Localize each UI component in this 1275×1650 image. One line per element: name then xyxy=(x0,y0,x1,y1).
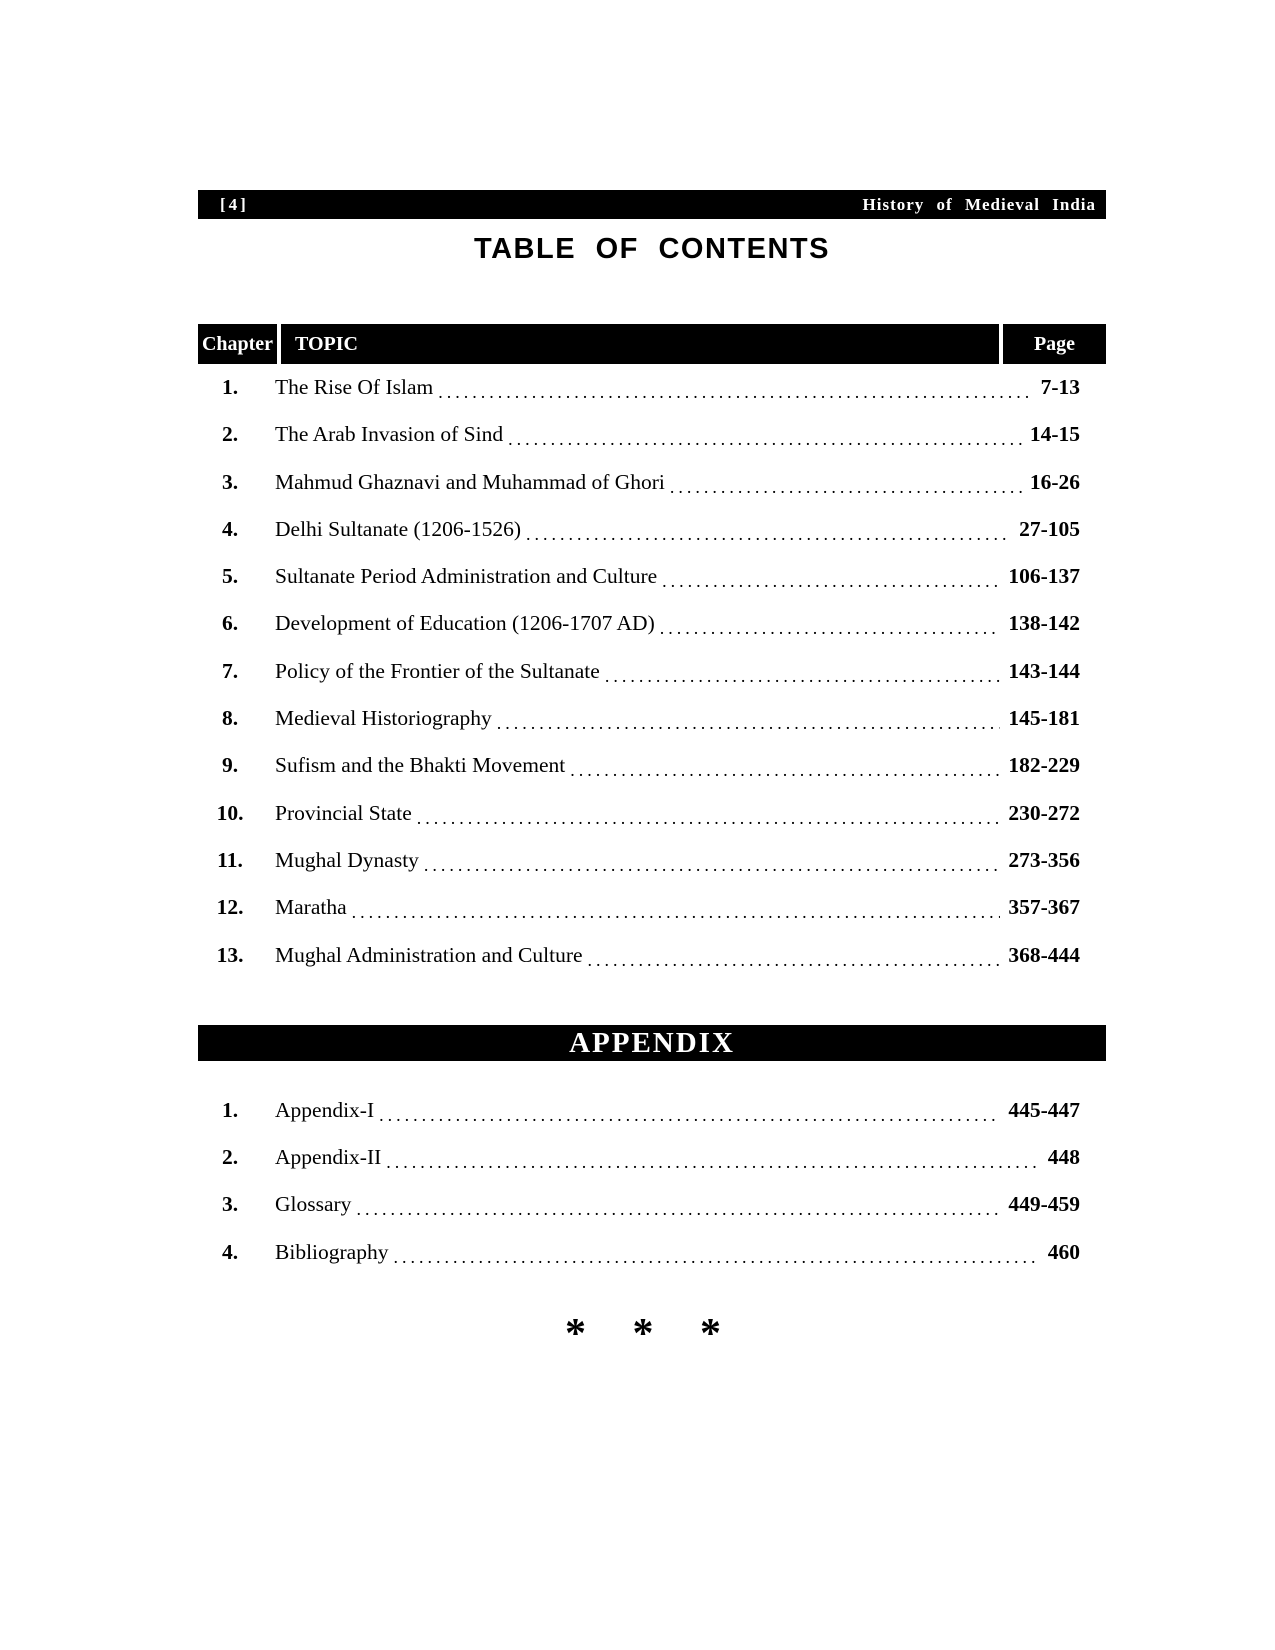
topic-title: Appendix-II xyxy=(275,1145,382,1170)
page-range: 273-356 xyxy=(1008,847,1080,872)
dot-leader xyxy=(588,936,1001,984)
page-range: 14-15 xyxy=(1029,422,1080,447)
topic-title: Bibliography xyxy=(275,1239,389,1264)
page-range: 145-181 xyxy=(1008,706,1080,731)
table-row xyxy=(198,459,1106,506)
chapter-number: 1. xyxy=(221,1097,239,1122)
dot-leader xyxy=(570,746,1000,794)
dot-leader xyxy=(393,1233,1039,1281)
table-row xyxy=(198,1229,1106,1276)
table-header xyxy=(198,324,1106,364)
chapter-number: 1. xyxy=(221,375,239,399)
topic-title: Mahmud Ghaznavi and Muhammad of Ghori xyxy=(275,469,665,494)
page-range: 27-105 xyxy=(1019,516,1080,541)
dot-leader xyxy=(417,794,1001,842)
dot-leader xyxy=(356,1185,1000,1233)
chapter-number: 2. xyxy=(221,422,239,447)
page-range: 143-144 xyxy=(1008,658,1080,683)
topic-title: Glossary xyxy=(275,1192,352,1217)
topic-title: Sultanate Period Administration and Culture xyxy=(275,564,658,589)
chapter-list xyxy=(198,364,1106,979)
page-range: 106-137 xyxy=(1008,564,1080,589)
topic-title: Appendix-I xyxy=(275,1097,375,1122)
chapter-number: 6. xyxy=(221,611,239,636)
column-header-topic: TOPIC xyxy=(281,324,999,364)
dot-leader xyxy=(526,510,1011,558)
page-range: 445-447 xyxy=(1008,1097,1080,1122)
table-row xyxy=(198,364,1106,411)
chapter-number: 8. xyxy=(221,706,239,731)
table-row xyxy=(198,553,1106,600)
page-range: 182-229 xyxy=(1008,753,1080,778)
page-range: 449-459 xyxy=(1008,1192,1080,1217)
dot-leader xyxy=(660,604,1001,652)
table-row xyxy=(198,932,1106,979)
topic-title: Policy of the Frontier of the Sultanate xyxy=(275,658,600,683)
table-row xyxy=(198,790,1106,837)
topic-title: Sufism and the Bhakti Movement xyxy=(275,753,566,778)
appendix-list xyxy=(198,1087,1106,1276)
chapter-number: 4. xyxy=(221,1239,239,1264)
topic-title: Medieval Historiography xyxy=(275,706,492,731)
table-row xyxy=(198,884,1106,931)
table-row xyxy=(198,695,1106,742)
page-range: 7-13 xyxy=(1040,375,1080,399)
column-header-page: Page xyxy=(1003,324,1106,364)
dot-leader xyxy=(497,699,1001,747)
chapter-number: 11. xyxy=(217,847,243,872)
book-title: History of Medieval India xyxy=(862,194,1096,214)
chapter-number: 7. xyxy=(221,658,239,683)
chapter-number: 4. xyxy=(221,516,239,541)
topic-title: Provincial State xyxy=(275,800,412,825)
dot-leader xyxy=(424,841,1000,889)
page-range: 138-142 xyxy=(1008,611,1080,636)
dot-leader xyxy=(386,1138,1039,1186)
topic-title: The Arab Invasion of Sind xyxy=(275,422,504,447)
topic-title: Delhi Sultanate (1206-1526) xyxy=(275,516,522,541)
table-row xyxy=(198,600,1106,647)
topic-title: Development of Education (1206-1707 AD) xyxy=(275,611,655,636)
dot-leader xyxy=(379,1091,1000,1139)
topic-title: The Rise Of Islam xyxy=(275,375,434,399)
chapter-number: 5. xyxy=(221,564,239,589)
table-row xyxy=(198,837,1106,884)
topic-title: Maratha xyxy=(275,895,347,920)
chapter-number: 2. xyxy=(221,1145,239,1170)
dot-leader xyxy=(670,463,1022,511)
dot-leader xyxy=(438,368,1032,416)
column-header-chapter: Chapter xyxy=(198,324,277,364)
dot-leader xyxy=(662,557,1000,605)
chapter-number: 12. xyxy=(216,895,244,920)
table-row xyxy=(198,1181,1106,1228)
table-row xyxy=(198,648,1106,695)
chapter-number: 13. xyxy=(216,942,244,967)
table-row xyxy=(198,742,1106,789)
dot-leader xyxy=(508,415,1022,463)
page-range: 357-367 xyxy=(1008,895,1080,920)
page-title: TABLE OF CONTENTS xyxy=(474,233,830,265)
chapter-number: 9. xyxy=(221,753,239,778)
page-number: [4] xyxy=(220,194,249,214)
page-range: 448 xyxy=(1047,1145,1080,1170)
chapter-number: 3. xyxy=(221,1192,239,1217)
table-row xyxy=(198,1134,1106,1181)
page-range: 230-272 xyxy=(1008,800,1080,825)
chapter-number: 3. xyxy=(221,469,239,494)
dot-leader xyxy=(605,652,1001,700)
table-row xyxy=(198,1087,1106,1134)
topic-title: Mughal Dynasty xyxy=(275,847,419,872)
running-header-bar xyxy=(198,190,1106,219)
table-row xyxy=(198,506,1106,553)
page-range: 368-444 xyxy=(1008,942,1080,967)
dot-leader xyxy=(352,888,1001,936)
topic-title: Mughal Administration and Culture xyxy=(275,942,583,967)
chapter-number: 10. xyxy=(216,800,244,825)
appendix-section-header: APPENDIX xyxy=(198,1025,1106,1061)
page-range: 16-26 xyxy=(1029,469,1080,494)
table-row xyxy=(198,411,1106,458)
toc-page xyxy=(198,190,1106,1358)
asterisk-divider: * * * xyxy=(565,1311,739,1358)
page-range: 460 xyxy=(1047,1239,1080,1264)
